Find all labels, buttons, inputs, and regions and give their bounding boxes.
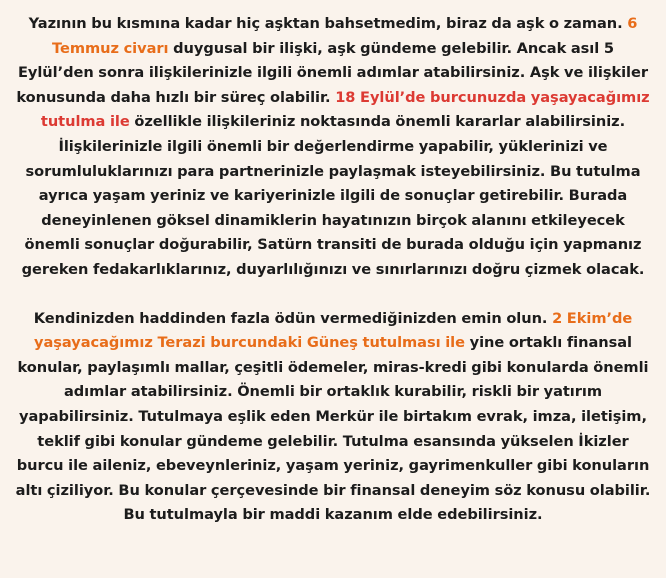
paragraph-finance-eclipse: [14, 307, 652, 528]
highlight-july-date: 6 Temmuz civarı: [52, 15, 638, 57]
highlight-october-eclipse: 2 Ekim’de yaşayacağımız Terazi burcundaki Güneş tutulması ile: [34, 309, 633, 352]
text-segment: yine ortaklı finansal konular, paylaşımlı mallar, çeşitli ödemeler, miras-kredi gibi konularda önemli adımlar atabilirsiniz. Önemli bir ortaklık kurabilir, riskli bir yatırım yapabilirsiniz. Tutulmaya eşlik eden Merkür ile birtakım evrak, imza, iletişim, teklif gibi konular gündeme gelebilir. Tutulma esansında yükselen İkizler burcu ile aileniz, ebeveynleriniz, yaşam yeriniz, gayrimenkuller gibi konuların altı çiziliyor. Bu konular çerçevesinde bir finansal deneyim söz konusu olabilir. Bu tutulmayla bir maddi kazanım elde edebilirsiniz.: [15, 334, 651, 524]
text-segment: duygusal bir ilişki, aşk gündeme gelebilir. Ancak asıl 5 Eylül’den sonra ilişkilerinizle ilgili önemli adımlar atabilirsiniz. Aşk ve ilişkiler konusunda daha hızlı bir süreç olabilir.: [16, 39, 649, 106]
paragraph-love-eclipse: [14, 12, 652, 283]
highlight-september-eclipse: 18 Eylül’de burcunuzda yaşayacağımız tutulma ile: [40, 88, 650, 131]
text-segment: özellikle ilişkileriniz noktasında önemli kararlar alabilirsiniz. İlişkilerinizle ilgili önemli bir değerlendirme yapabilir, yüklerinizi ve sorumluluklarınızı para partnerinizle paylaşmak isteyebilirsiniz. Bu tutulma ayrıca yaşam yeriniz ve kariyerinizle ilgili de sonuçlar getirebilir. Burada deneyinlenen göksel dinamiklerin hayatınızın birçok alanını etkileyecek önemli sonuçlar doğurabilir, Satürn transiti de burada olduğu için yapmanız gereken fedakarlıklarınız, duyarlılığınızı ve sınırlarınızı doğru çizmek olacak.: [21, 113, 645, 278]
text-segment: Kendinizden haddinden fazla ödün vermediğinizden emin olun.: [33, 309, 553, 327]
text-segment: Yazının bu kısmına kadar hiç aşktan bahsetmedim, biraz da aşk o zaman.: [28, 15, 628, 32]
